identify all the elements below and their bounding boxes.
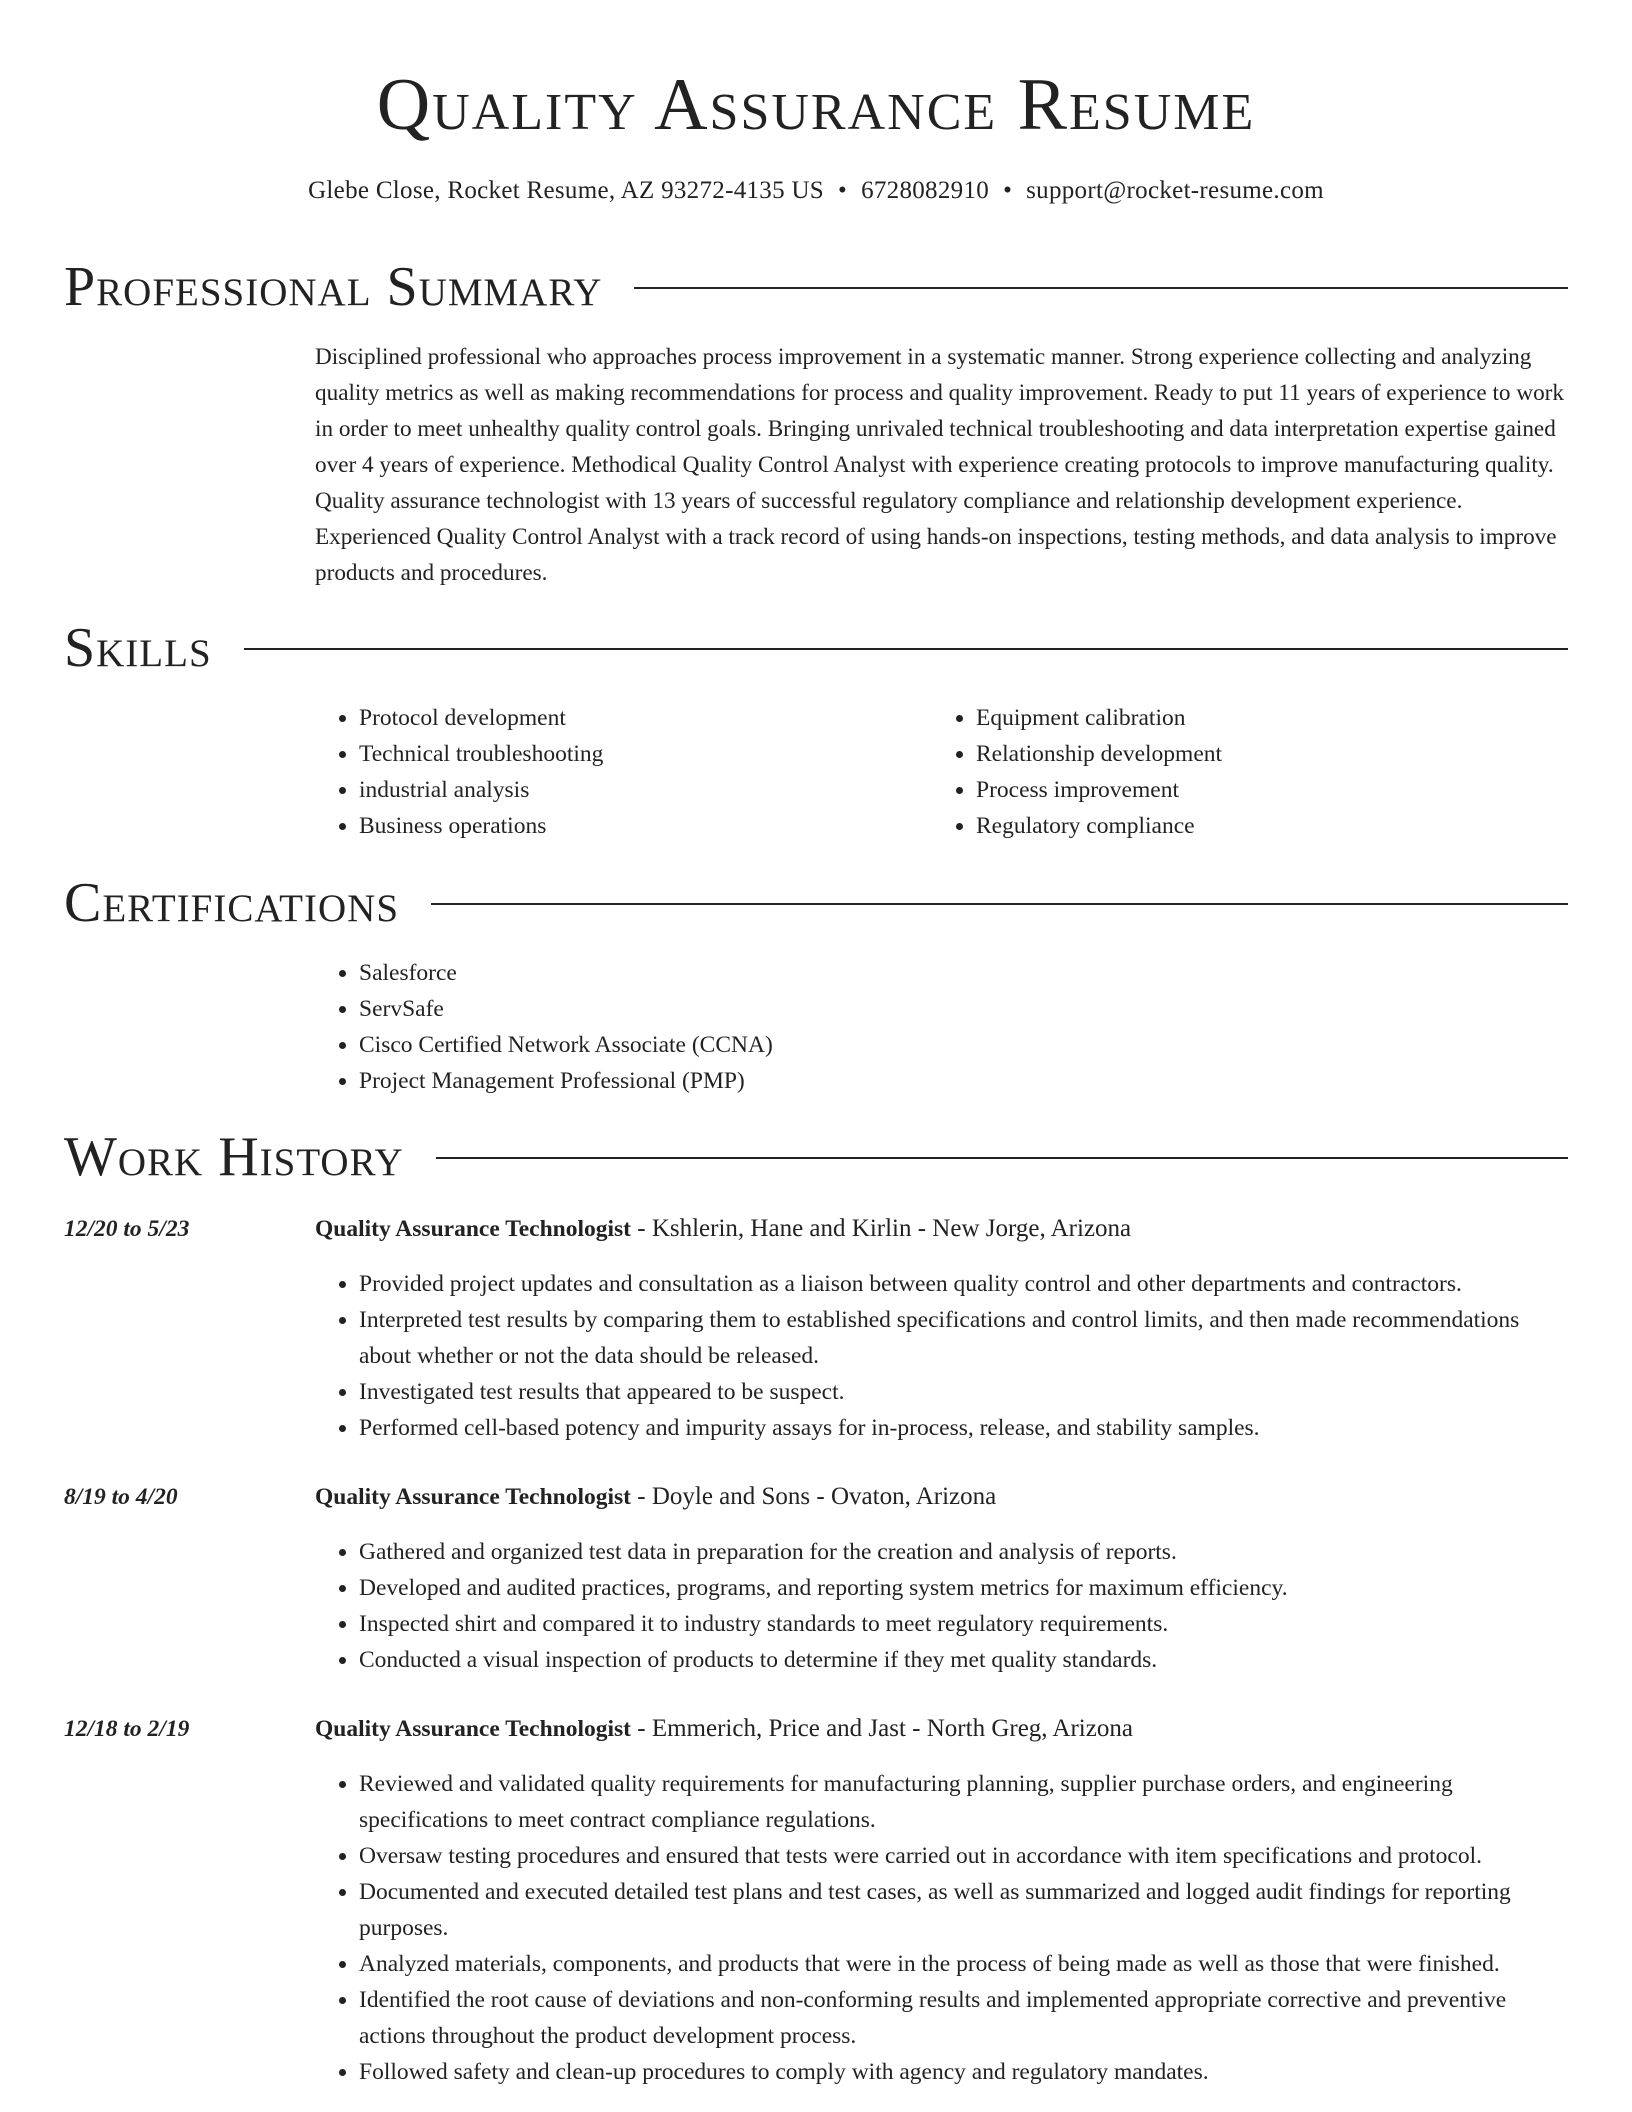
work-section-header [64,1125,1568,1189]
job-duty-item: • Interpreted test results by comparing them to established specifications and control limits, and then made recommendations about whether or not the data should be released. [359,1302,1570,1374]
certification-item: • Project Management Professional (PMP) [359,1063,1315,1099]
job-duty-item: • Gathered and organized test data in preparation for the creation and analysis of reports. [359,1534,1570,1570]
job-duty-item: • Analyzed materials, components, and products that were in the process of being made as well as those that were finished. [359,1946,1570,1982]
certification-item: • Salesforce [359,955,1315,991]
job-duty-item: • Performed cell-based potency and impurity assays for in-process, release, and stability samples. [359,1410,1570,1446]
section-divider [431,903,1568,905]
job-duty-item: • Investigated test results that appeared to be suspect. [359,1374,1570,1410]
work-heading: Work History [64,1126,404,1188]
job-dates: 12/18 to 2/19 [64,1716,190,1742]
job-duties [315,1534,1570,1678]
skills-heading: Skills [64,617,212,679]
resume-title: Quality Assurance Resume [376,64,1256,146]
skill-item: • Relationship development [976,736,1532,772]
certifications-heading: Certifications [64,872,400,934]
skill-item: • Equipment calibration [976,700,1532,736]
job-duty-item: • Inspected shirt and compared it to industry standards to meet regulatory requirements. [359,1606,1570,1642]
job-duty-item: • Developed and audited practices, programs, and reporting system metrics for maximum efficiency. [359,1570,1570,1606]
job-duties [315,1266,1570,1446]
skills-section-header [64,616,1568,680]
job-title: Quality Assurance Technologist [315,1716,631,1742]
skill-item: • Protocol development [359,700,915,736]
job-company: - Emmerich, Price and Jast - North Greg, Arizona [631,1715,1133,1742]
job-title: Quality Assurance Technologist [315,1216,631,1242]
job-dates: 8/19 to 4/20 [64,1484,178,1510]
job-duty-item: • Conducted a visual inspection of products to determine if they met quality standards. [359,1642,1570,1678]
job-duty-item: • Documented and executed detailed test plans and test cases, as well as summarized and logged audit findings for reporting purposes. [359,1874,1570,1946]
job-company: - Kshlerin, Hane and Kirlin - New Jorge, Arizona [631,1215,1132,1242]
summary-section-header [64,255,1568,319]
contact-address: Glebe Close, Rocket Resume, AZ 93272-4135 US [308,177,824,204]
skills-column-right [932,700,1532,844]
job-duty-item: • Identified the root cause of deviations and non-conforming results and implemented appropriate corrective and preventive actions throughout the product development process. [359,1982,1570,2054]
job-dates: 12/20 to 5/23 [64,1216,190,1242]
section-divider [436,1157,1568,1159]
skill-item: • industrial analysis [359,772,915,808]
job-duty-item: • Reviewed and validated quality requirements for manufacturing planning, supplier purchase orders, and engineering specifications to meet contract compliance regulations. [359,1766,1570,1838]
skill-item: • Technical troubleshooting [359,736,915,772]
job-header [315,1479,1570,1515]
job-duty-item: • Followed safety and clean-up procedures to comply with agency and regulatory mandates. [359,2054,1570,2090]
contact-line [0,176,1632,206]
job-header [315,1711,1570,1747]
job-company: - Doyle and Sons - Ovaton, Arizona [631,1483,997,1510]
section-divider [244,648,1568,650]
summary-heading: Professional Summary [64,256,603,318]
skill-item: • Business operations [359,808,915,844]
job-header [315,1211,1570,1247]
contact-separator: • [838,177,848,204]
job-duty-item: • Oversaw testing procedures and ensured that tests were carried out in accordance with item specifications and protocol. [359,1838,1570,1874]
contact-separator: • [1003,177,1013,204]
certifications-list [315,955,1315,1099]
contact-email: support@rocket-resume.com [1026,177,1324,204]
certification-item: • ServSafe [359,991,1315,1027]
certification-item: • Cisco Certified Network Associate (CCNA) [359,1027,1315,1063]
job-duty-item: • Provided project updates and consultation as a liaison between quality control and other departments and contractors. [359,1266,1570,1302]
job-duties [315,1766,1570,2090]
section-divider [634,287,1568,289]
contact-phone: 6728082910 [861,177,990,204]
skill-item: • Regulatory compliance [976,808,1532,844]
skills-column-left [315,700,915,844]
skill-item: • Process improvement [976,772,1532,808]
job-title: Quality Assurance Technologist [315,1484,631,1510]
summary-text: Disciplined professional who approaches process improvement in a systematic manner. Strong experience collecting and analyzing quality metrics as well as making recommendations for process and quality improvement. Ready to put 11 years of experience to work in order to meet unhealthy quality control goals. Bringing unrivaled technical troubleshooting and data interpretation expertise gained over 4 years of experience. Methodical Quality Control Analyst with experience creating protocols to improve manufacturing quality. Quality assurance technologist with 13 years of successful regulatory compliance and relationship development experience. Experienced Quality Control Analyst with a track record of using hands-on inspections, testing methods, and data analysis to improve products and procedures. [315,344,1564,586]
certifications-section-header [64,871,1568,935]
